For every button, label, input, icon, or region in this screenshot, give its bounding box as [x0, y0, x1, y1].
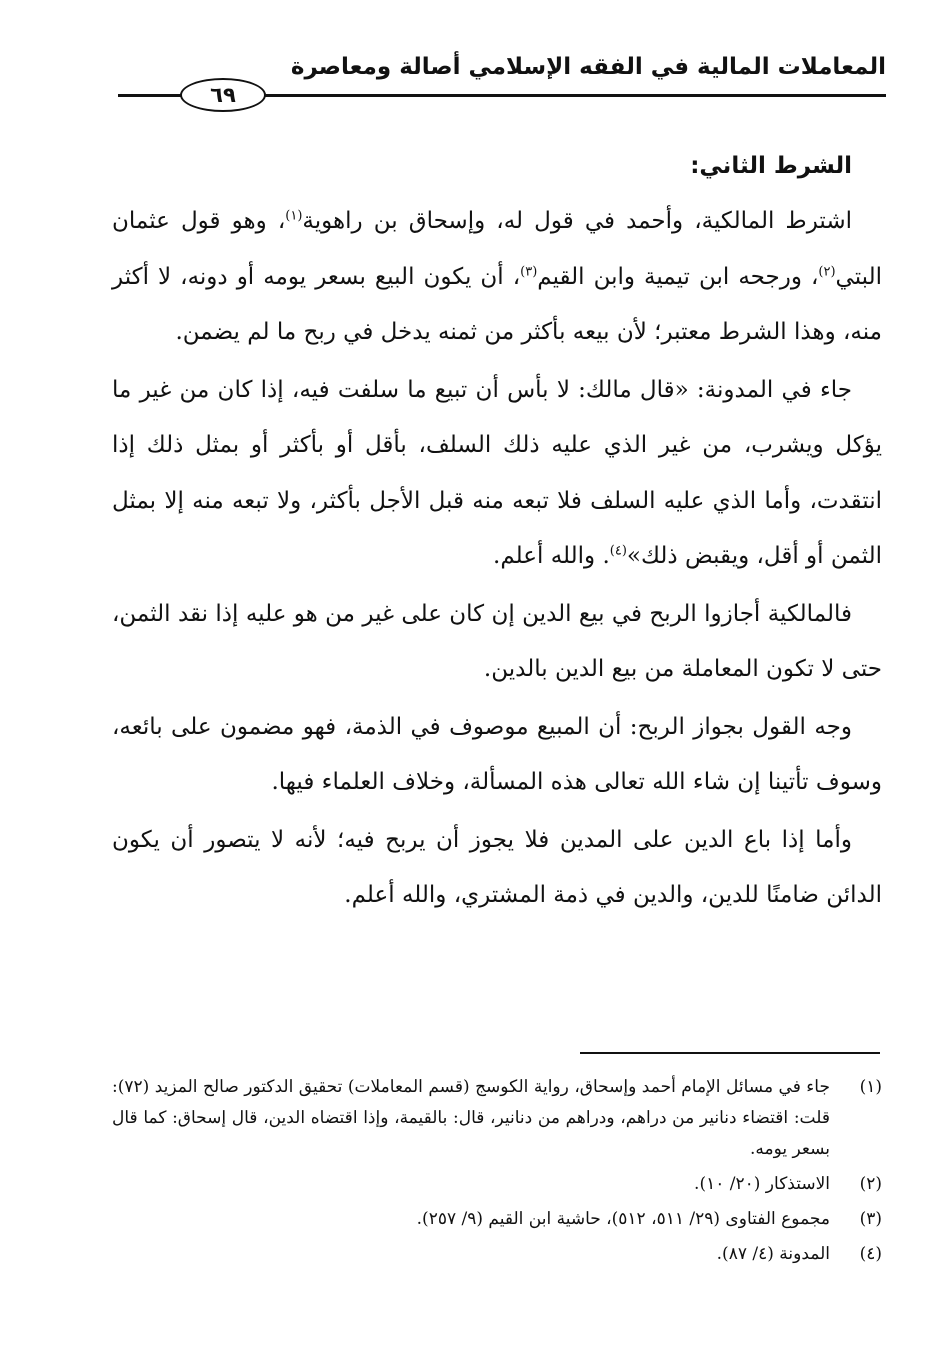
footnote-number: (٤) — [859, 1244, 882, 1264]
footnote-ref-4[interactable]: (٤) — [609, 543, 627, 559]
paragraph-2 — [112, 363, 882, 585]
paragraph-1-text-a: اشترط المالكية، وأحمد في قول له، وإسحاق بن راهوية — [302, 208, 852, 234]
running-header — [118, 52, 886, 112]
footnote-ref-2[interactable]: (٢) — [818, 263, 836, 279]
footnote-ref-1[interactable]: (١) — [285, 208, 303, 224]
footnote-3 — [112, 1204, 882, 1235]
paragraph-2-quote: جاء في المدونة: «قال مالك: لا بأس أن تبيع ما سلفت فيه، إذا كان من غير ما يؤكل ويشرب، من غير الذي عليه ذلك السلف، بأقل أو بأكثر أو بمثل ذلك إذا انتقدت، وأما الذي عليه السلف فلا تبعه منه قبل الأجل بأكثر، ولا تبعه منه إلا بمثل الثمن أو أقل، ويقبض ذلك» — [112, 376, 882, 569]
footnote-number: (١) — [859, 1077, 882, 1097]
footnotes — [112, 1072, 882, 1270]
book-title: المعاملات المالية في الفقه الإسلامي أصالة ومعاصرة — [290, 54, 886, 80]
footnote-2 — [112, 1169, 882, 1200]
paragraph-4: وجه القول بجواز الربح: أن المبيع موصوف في الذمة، فهو مضمون على بائعه، وسوف تأتينا إن شاء الله تعالى هذه المسألة، وخلاف العلماء فيها. — [112, 713, 882, 795]
page-number: ٦٩ — [180, 78, 266, 112]
paragraph-1-text-c: ، ورجحه ابن تيمية وابن القيم — [537, 263, 819, 290]
footnote-text: الاستذكار (٢٠/ ١٠). — [694, 1174, 830, 1194]
paragraph-1-text-b: ، وهو قول عثمان البتي — [112, 208, 882, 290]
footnote-number: (٣) — [859, 1209, 882, 1229]
footnote-1 — [112, 1072, 882, 1165]
main-text — [112, 138, 882, 924]
footnote-text: مجموع الفتاوى (٢٩/ ٥١١، ٥١٢)، حاشية ابن القيم (٩/ ٢٥٧). — [416, 1209, 830, 1229]
paragraph-3: فالمالكية أجازوا الربح في بيع الدين إن كان على غير من هو عليه إذا نقد الثمن، حتى لا تكون المعاملة من بيع الدين بالدين. — [112, 600, 882, 682]
footnote-ref-3[interactable]: (٣) — [520, 263, 538, 279]
footnote-4 — [112, 1239, 882, 1270]
section-heading: الشرط الثاني: — [690, 153, 852, 179]
paragraph-1-text-d: ، أن يكون البيع بسعر يومه أو دونه، لا أكثر منه، وهذا الشرط معتبر؛ لأن بيعه بأكثر من ثمنه يدخل في ربح ما لم يضمن. — [112, 263, 882, 345]
paragraph-1 — [112, 194, 882, 361]
paragraph-5: وأما إذا باع الدين على المدين فلا يجوز أن يربح فيه؛ لأنه لا يتصور أن يكون الدائن ضامنًا للدين، والدين في ذمة المشتري، والله أعلم. — [112, 826, 882, 908]
footnote-text: جاء في مسائل الإمام أحمد وإسحاق، رواية الكوسج (قسم المعاملات) تحقيق الدكتور صالح المزيد (٧٢): قلت: اقتضاء دنانير من دراهم، ودراهم من دنانير، قال: بالقيمة، وإذا اقتضاه الدين، قال إسحاق: كما قال بسعر يومه. — [112, 1077, 830, 1159]
paragraph-2-tail: . والله أعلم. — [493, 543, 610, 569]
footnote-number: (٢) — [859, 1174, 882, 1194]
footnote-text: المدونة (٤/ ٨٧). — [716, 1244, 830, 1264]
footnote-separator — [580, 1052, 880, 1054]
